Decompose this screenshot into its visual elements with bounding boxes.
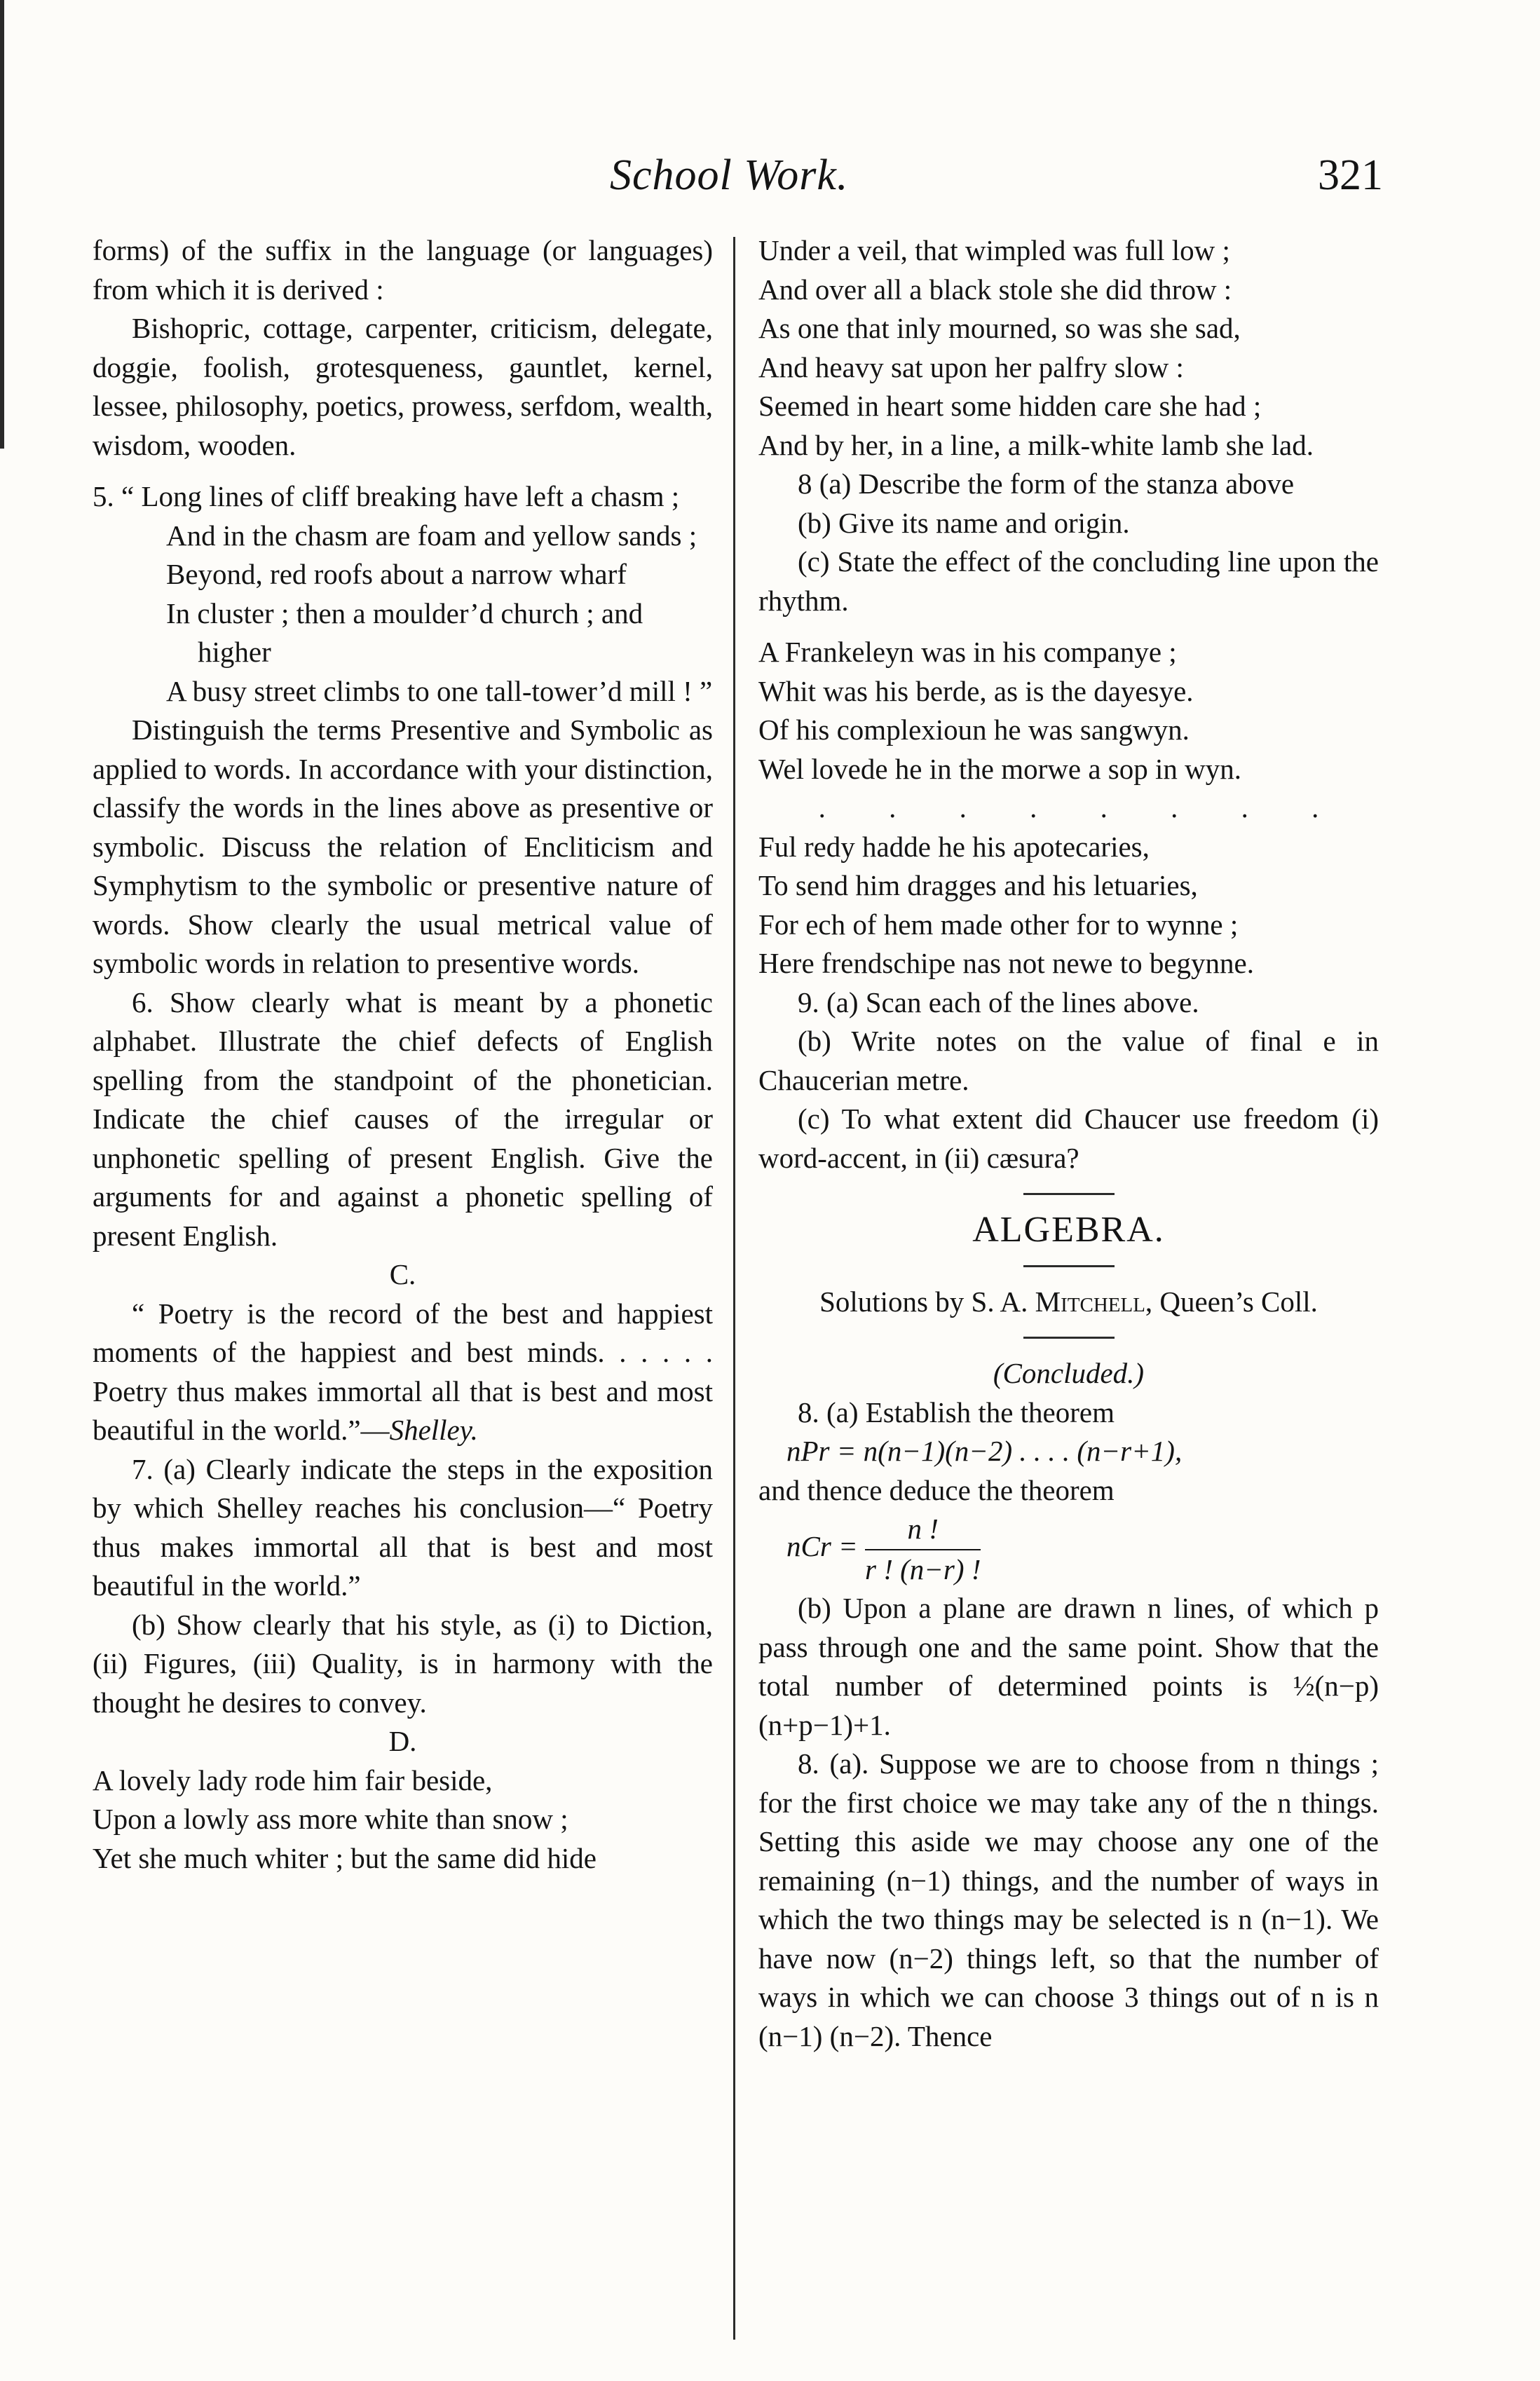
- concluded-note: (Concluded.): [993, 1357, 1145, 1389]
- algebra-question-8b: (b) Upon a plane are drawn n lines, of which p pass through one and the same point. Show that the total number of determined points is ½(n−p)(n+p−1)+1.: [758, 1592, 1379, 1741]
- fraction: [865, 1510, 981, 1589]
- question-6-paragraph: 6. Show clearly what is meant by a phonetic alphabet. Illustrate the chief defects of English spelling from the standpoint of the phonetician. Indicate the chief causes of the irregular or unphonetic spelling of present English. Give the arguments for and against a phonetic spelling of present English.: [93, 985, 713, 1252]
- verse-line: Beyond, red roofs about a narrow wharf: [166, 558, 627, 590]
- credit-affiliation: , Queen’s Coll.: [1145, 1285, 1318, 1318]
- deduce-line: and thence deduce the theorem: [758, 1473, 1115, 1506]
- verse-line: As one that inly mourned, so was she sad,: [758, 312, 1241, 344]
- verse-line: And heavy sat upon her palfry slow :: [758, 350, 1184, 383]
- verse-line: Yet she much whiter ; but the same did hide: [93, 1841, 597, 1874]
- quote-text: “ Poetry is the record of the best and happiest moments of the happiest and best minds. . . . . . Poetry thus makes immortal all that is best and most beautiful in the world.”—: [93, 1297, 713, 1446]
- credit-author: S. A. Mitchell: [971, 1285, 1145, 1318]
- question-8a: 8 (a) Describe the form of the stanza above: [798, 468, 1295, 500]
- verse-line: Ful redy hadde he his apotecaries,: [758, 830, 1150, 863]
- question-9c: (c) To what extent did Chaucer use freedom (i) word-accent, in (ii) cæsura?: [758, 1103, 1379, 1174]
- verse-line: A lovely lady rode him fair beside,: [93, 1763, 493, 1796]
- verse-line: And in the chasm are foam and yellow sands ;: [166, 519, 697, 552]
- right-column: [758, 231, 1379, 2056]
- paragraph-suffix-forms: forms) of the suffix in the language (or languages) from which it is derived :: [93, 234, 713, 306]
- section-rule: [1023, 1193, 1115, 1195]
- question-7b-paragraph: (b) Show clearly that his style, as (i) to Diction, (ii) Figures, (iii) Quality, is in harmony with the thought he desires to convey.: [93, 1608, 713, 1719]
- verse-line: To send him dragges and his letuaries,: [758, 869, 1198, 901]
- credit-prefix: Solutions by: [819, 1285, 972, 1318]
- verse-line: And over all a black stole she did throw :: [758, 273, 1232, 306]
- section-rule: [1023, 1337, 1115, 1339]
- verse-line: In cluster ; then a moulder’d church ; and higher: [166, 596, 643, 668]
- quote-attribution: Shelley.: [389, 1414, 478, 1446]
- verse-line: A busy street climbs to one tall-tower’d mill ! ”: [166, 674, 713, 707]
- question-5-paragraph: Distinguish the terms Presentive and Symbolic as applied to words. In accordance with your distinction, classify the words in the lines above as presentive or symbolic. Discuss the relation of Encliticism and Symphytism to the symbolic or presentive nature of words. Show clearly the usual metrical value of symbolic words in relation to presentive words.: [93, 714, 713, 979]
- formula-lhs: nCr =: [786, 1529, 858, 1562]
- ellipsis-row: . . . . . . . .: [818, 791, 1347, 824]
- verse-line: Of his complexioun he was sangwyn.: [758, 714, 1190, 746]
- fraction-numerator: n !: [865, 1510, 981, 1550]
- column-divider: [733, 237, 735, 2340]
- question-8b: (b) Give its name and origin.: [798, 506, 1130, 539]
- verse-line: Here frendschipe nas not newe to begynne.: [758, 947, 1254, 979]
- page-number: 321: [1318, 151, 1383, 199]
- verse-line: Wel lovede he in the morwe a sop in wyn.: [758, 752, 1241, 785]
- section-heading-d: D.: [388, 1725, 417, 1757]
- word-list: Bishopric, cottage, carpenter, criticism, delegate, doggie, foolish, grotesqueness, gauntlet, kernel, lessee, philosophy, poetics, prowess, serfdom, wealth, wisdom, wooden.: [93, 312, 713, 461]
- question-9b: (b) Write notes on the value of final e in Chaucerian metre.: [758, 1025, 1379, 1096]
- section-rule: [1023, 1265, 1115, 1267]
- combination-formula: [758, 1510, 1379, 1589]
- page-header: [0, 151, 1540, 214]
- section-heading-c: C.: [389, 1258, 416, 1290]
- verse-line: Upon a lowly ass more white than snow ;: [93, 1803, 568, 1835]
- verse-line: A Frankeleyn was in his companye ;: [758, 636, 1177, 668]
- running-head: School Work.: [610, 151, 849, 199]
- left-column: [93, 231, 713, 1878]
- page-binding-edge: [0, 0, 13, 449]
- question-7a-paragraph: 7. (a) Clearly indicate the steps in the exposition by which Shelley reaches his conclusion—“ Poetry thus makes immortal all that is best and most beautiful in the world.”: [93, 1452, 713, 1602]
- solutions-credit: [758, 1283, 1379, 1322]
- question-9a: 9. (a) Scan each of the lines above.: [798, 985, 1199, 1018]
- verse-line: Whit was his berde, as is the dayesye.: [758, 674, 1194, 707]
- shelley-quote: [93, 1295, 713, 1450]
- verse-line: And by her, in a line, a milk-white lamb she lad.: [758, 428, 1314, 461]
- permutation-formula: nPr = n(n−1)(n−2) . . . . (n−r+1),: [786, 1435, 1183, 1467]
- section-heading-algebra: ALGEBRA.: [972, 1210, 1165, 1250]
- fraction-denominator: r ! (n−r) !: [864, 1553, 981, 1585]
- verse-line: Under a veil, that wimpled was full low ;: [758, 234, 1230, 266]
- verse-line: For ech of hem made other for to wynne ;: [758, 908, 1239, 941]
- question-8c: (c) State the effect of the concluding line upon the rhythm.: [758, 545, 1379, 617]
- verse-line: 5. “ Long lines of cliff breaking have left a chasm ;: [93, 480, 680, 512]
- algebra-question-8a: 8. (a) Establish the theorem: [798, 1396, 1115, 1428]
- algebra-solution-8a: 8. (a). Suppose we are to choose from n things ; for the first choice we may take any of the n things. Setting this aside we may choose any one of the remaining (n−1) things, and the number of ways in which the two things may be selected is n (n−1). We have now (n−2) things left, so that the number of ways in which we can choose 3 things out of n is n (n−1) (n−2). Thence: [758, 1747, 1379, 2052]
- verse-line: Seemed in heart some hidden care she had ;: [758, 390, 1262, 422]
